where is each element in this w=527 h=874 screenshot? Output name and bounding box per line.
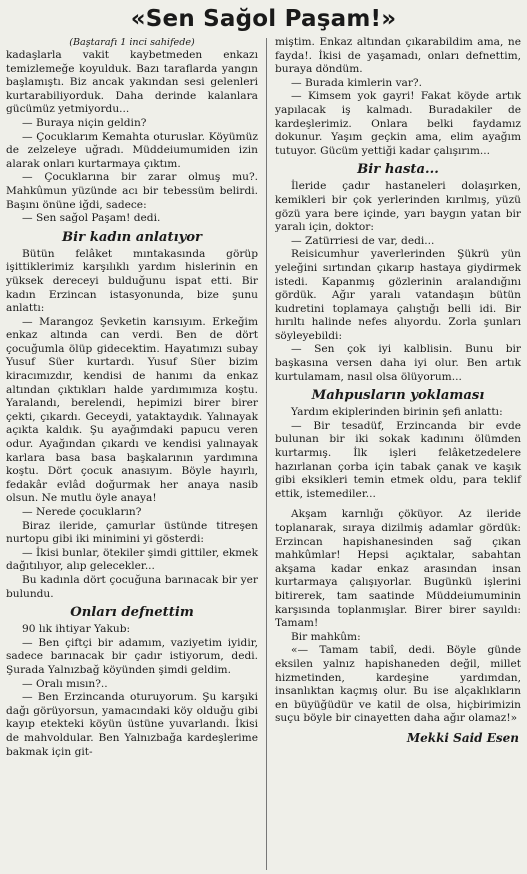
dialogue-line: — Bir tesadüf, Erzincanda bir evde bulunan bir iki sokak kadınını ölümden kurtarmış. İlk işleri felâketzedelere hazırlanan çorba için tabak çanak ve kaşık gibi eksikleri temin etmek oldu, para teklif ettik, istemediler... xyxy=(275,419,521,500)
paragraph: Reisicumhur yaverlerinden Şükrü yün yeleğini sırtından çıkarıp hastaya giydirmek istedi. Kapanmış gözlerinin aralandığını gördük. Ağır yaralı vatandaşın bütün kudretini toplamaya çalıştığı belli idi. Bir hırıltı halinde nefes alıyordu. Zorla şunları söyleyebildi: xyxy=(275,248,521,342)
paragraph: İleride çadır hastaneleri dolaşırken, kemikleri bir çok yerlerinden kırılmış, yüzü gözü yara bere içinde, yarı baygın yatan bir yaralı için, doktor: xyxy=(275,180,521,234)
paragraph: Biraz ileride, çamurlar üstünde titreşen nurtopu gibi iki minimini yi gösterdi: xyxy=(6,519,258,546)
right-column xyxy=(275,36,521,870)
left-column xyxy=(6,36,258,870)
paragraph: Yardım ekiplerinden birinin şefi anlattı: xyxy=(291,406,503,419)
dialogue-line: — Burada kimlerin var?. xyxy=(291,76,422,89)
dialogue-line: — Sen çok iyi kalblisin. Bunu bir başkasına versen daha iyi olur. Ben artık kurtulamam, nasıl olsa ölüyorum... xyxy=(275,343,521,383)
section-heading: Bir hasta... xyxy=(357,162,439,178)
section-heading: Onları defnettim xyxy=(70,605,194,621)
dialogue-line: — Zatürriesi de var, dedi... xyxy=(291,234,435,247)
author-signature: Mekki Said Esen xyxy=(406,730,519,745)
section-heading: Mahpusların yoklaması xyxy=(311,388,485,404)
dialogue-line: — Marangoz Şevketin karısıyım. Erkeğim enkaz altında can verdi. Ben de dört çocuğumla ölüp gidecektim. Hayatımızı subay Yusuf Süer kurtardı. Yusuf Süer bizim kiracımızdır, kendisi de hanımı da enkaz altından çıktıkları halde yardımımıza koştu. Yaralandı, berelendi, hepimizi birer birer çekti, çıkardı. Geceydi, yataktaydık. Yalınayak açıkta kaldık. Şu ayağımdaki papucu veren odur. Ayağından çıkardı ve kendisi yalınayak karlara basa basa başkalarının yardımına koştu. Dört çocuk anasıyım. Böyle hayırlı, fedakâr evlâd doğurmak her anaya nasib olsun. Ne mutlu öyle anaya! xyxy=(6,315,258,505)
continued-note: (Baştarafı 1 inci sahifede) xyxy=(69,37,195,48)
paragraph: miştim. Enkaz altından çıkarabildim ama, ne fayda!. İkisi de yaşamadı, onları defnettim, buraya döndüm. xyxy=(275,36,521,76)
quote: «— Tamam tabiî, dedi. Böyle günde eksilen yalnız hapishaneden değil, millet hizmetinden, kardeşine yardımdan, insanlıktan kaçmış olur. Bu ise alçaklıkların en büyüğüdür ve katil de olsa, hiçbirimizin suçu böyle bir cinayetten daha ağır olamaz!» xyxy=(275,644,521,725)
paragraph: kadaşlarla vakit kaybetmeden enkazı temizlemeğe koyulduk. Bazı taraflarda yangın başlamıştı. Biz ancak yakından sesi gelenleri kurtarabiliyorduk. Daha derinde kalanlara gücümüz yetmiyordu... xyxy=(6,49,258,116)
dialogue-line: — Çocuklarına bir zarar olmuş mu?. Mahkûmun yüzünde acı bir tebessüm belirdi. Başını önüne iğdi, sadece: xyxy=(6,171,258,211)
dialogue-line: — Ben çiftçi bir adamım, vaziyetim iyidir, sadece barınacak bir çadır istiyorum, dedi. Şurada Yalnızbağ köyünden şimdi geldim. xyxy=(6,636,258,676)
article-title: «Sen Sağol Paşam!» xyxy=(130,6,397,32)
paragraph: Bu kadınla dört çocuğuna barınacak bir yer bulundu. xyxy=(6,573,258,600)
column-divider xyxy=(266,38,267,870)
paragraph: Akşam karnlığı çöküyor. Az ileride toplanarak, sıraya dizilmiş adamlar gördük: Erzincan hapishanesinden sağ çıkan mahkûmlar! Hepsi açıktalar, sabahtan akşama kadar enkaz arasından insan kurtarmaya çalışıyorlar. Bugünkü işlerini bitirerek, tam saatinde Müddeiumuminin karşısında toplanmışlar. Birer birer sayıldı: Tamam! xyxy=(275,508,521,630)
paragraph: 90 lık ihtiyar Yakub: xyxy=(22,623,131,636)
dialogue-line: — İkisi bunlar, ötekiler şimdi gittiler, ekmek dağıtılıyor, alıp gelecekler... xyxy=(6,546,258,573)
dialogue-line: — Ben Erzincanda oturuyorum. Şu karşıki dağı görüyorsun, yamacındaki köy olduğu gibi kayıp etekteki köyün üstüne yuvarlandı. İkisi de mahvoldular. Ben Yalnızbağa kardeşlerime bakmak için git- xyxy=(6,691,258,758)
dialogue-line: — Sen sağol Paşam! dedi. xyxy=(22,212,161,225)
dialogue-line: — Buraya niçin geldin? xyxy=(22,116,147,129)
dialogue-line: — Oralı mısın?.. xyxy=(22,677,108,690)
dialogue-line: — Kimsem yok gayri! Fakat köyde artık yapılacak iş kalmadı. Buradakiler de kardeşlerimiz. Onlara belki faydamız dokunur. Yaşım geçkin ama, elim ayağım tutuyor. Gücüm yettiği kadar çalışırım... xyxy=(275,90,521,157)
section-heading: Bir kadın anlatıyor xyxy=(62,229,202,245)
paragraph: Bir mahkûm: xyxy=(291,630,361,643)
dialogue-line: — Çocuklarım Kemahta oturuslar. Köyümüz de zelzeleye uğradı. Müddeiumumiden izin alarak onları kurtarmaya çıktım. xyxy=(6,130,258,170)
dialogue-line: — Nerede çocukların? xyxy=(22,506,142,518)
paragraph: Bütün felâket mıntakasında görüp işittiklerimiz karşılıklı yardım hislerinin en yüksek dereceyi bulduğunu ispat etti. Bir kadın Erzincan istasyonunda, bize şunu anlattı: xyxy=(6,247,258,315)
